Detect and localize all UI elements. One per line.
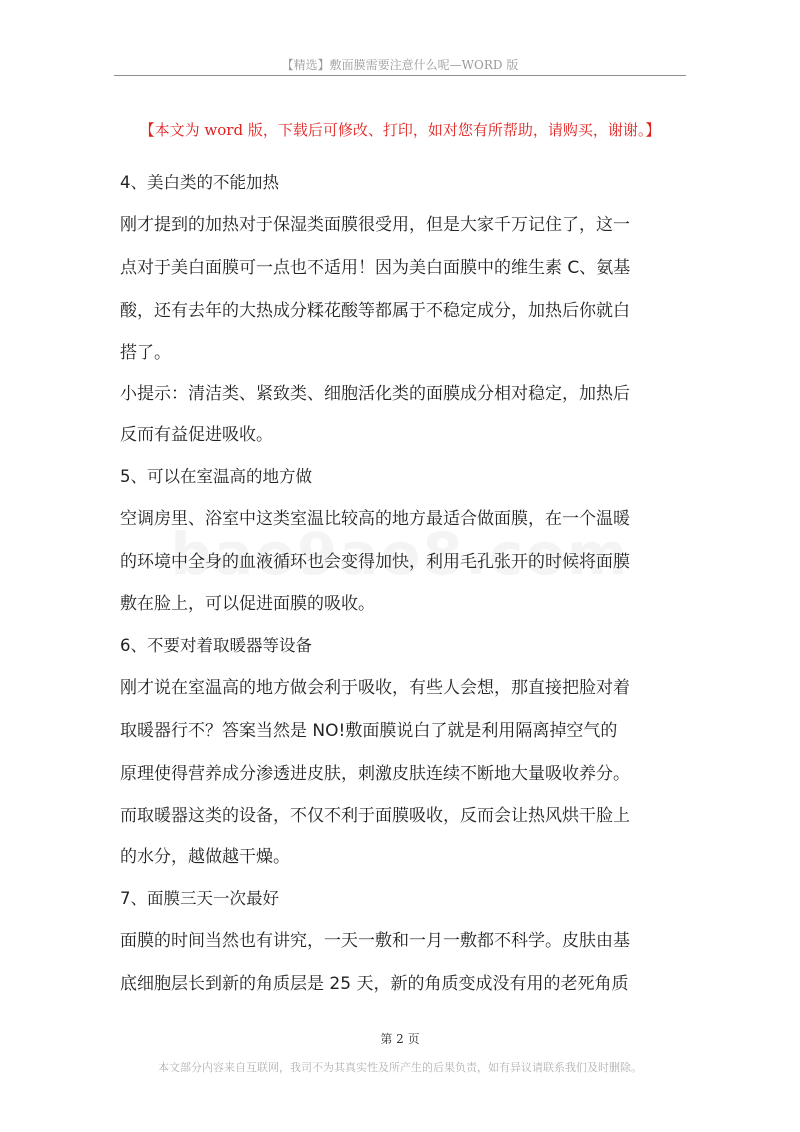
body-line: 原理使得营养成分渗透进皮肤，刺激皮肤连续不断地大量吸收养分。 — [120, 764, 630, 784]
tip-line: 反而有益促进吸收。 — [120, 425, 273, 445]
section-heading-4: 4、美白类的不能加热 — [120, 173, 279, 192]
tip-line: 小提示：清洁类、紧致类、细胞活化类的面膜成分相对稳定，加热后 — [120, 384, 630, 404]
section-heading-6: 6、不要对着取暖器等设备 — [120, 636, 312, 655]
body-line: 面膜的时间当然也有讲究，一天一敷和一月一敷都不科学。皮肤由基 — [120, 931, 630, 951]
body-line: 刚才说在室温高的地方做会利于吸收，有些人会想，那直接把脸对着 — [120, 678, 630, 698]
page-number: 第 2 页 — [380, 1032, 420, 1046]
body-line: 取暖器行不？答案当然是 NO!敷面膜说白了就是利用隔离掉空气的 — [120, 721, 618, 741]
body-line: 敷在脸上，可以促进面膜的吸收。 — [120, 594, 375, 614]
section-heading-5: 5、可以在室温高的地方做 — [120, 467, 312, 486]
body-line: 的环境中全身的血液循环也会变得加快，利用毛孔张开的时候将面膜 — [120, 552, 630, 572]
body-line: 底细胞层长到新的角质层是 25 天，新的角质变成没有用的老死角质 — [120, 974, 629, 994]
body-line: 的水分，越做越干燥。 — [120, 847, 290, 867]
body-line: 刚才提到的加热对于保湿类面膜很受用，但是大家千万记住了，这一 — [120, 215, 630, 235]
body-line: 空调房里、浴室中这类室温比较高的地方最适合做面膜，在一个温暖 — [120, 509, 630, 529]
section-heading-7: 7、面膜三天一次最好 — [120, 889, 279, 908]
page-header-title: 【精选】敷面膜需要注意什么呢—WORD 版 — [281, 58, 519, 72]
header-divider — [114, 75, 686, 76]
body-line: 点对于美白面膜可一点也不适用！因为美白面膜中的维生素 C、氨基 — [120, 258, 631, 278]
body-line: 而取暖器这类的设备，不仅不利于面膜吸收，反而会让热风烘干脸上 — [120, 806, 630, 826]
purchase-notice: 【本文为 word 版，下载后可修改、打印，如对您有所帮助，请购买，谢谢。】 — [139, 121, 661, 139]
page-footer-disclaimer: 本文部分内容来自互联网，我司不为其真实性及所产生的后果负责，如有异议请联系我们及时删除。 — [158, 1061, 642, 1074]
body-line: 搭了。 — [120, 343, 171, 363]
body-line: 酸，还有去年的大热成分糅花酸等都属于不稳定成分，加热后你就白 — [120, 301, 630, 321]
